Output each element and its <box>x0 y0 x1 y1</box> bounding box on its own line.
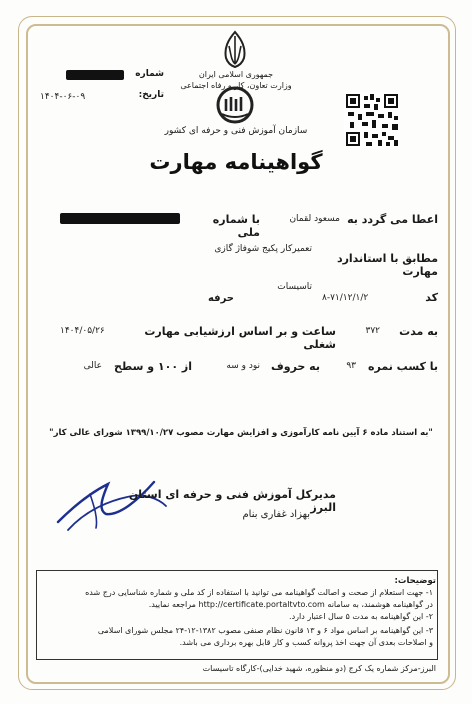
hirfe-label: حرفه <box>207 293 234 304</box>
standard-label: مطابق با استاندارد مهارت <box>336 252 438 278</box>
signatory-name: بهزاد غفاری بنام <box>242 509 310 520</box>
shomareh-label: شماره <box>135 69 164 79</box>
header-line1: جمهوری اسلامی ایران <box>198 70 274 79</box>
evaluation-date: ۱۴۰۴/۰۵/۲۶ <box>60 326 105 336</box>
qr-code-icon <box>344 92 400 148</box>
hours-label: ساعت و بر اساس ارزشیابی مهارت شغلی <box>144 325 336 351</box>
letters-label: به حروف <box>270 360 320 373</box>
notes-heading: توضیحات: <box>394 576 436 586</box>
issuing-center: البرز-مرکز شماره یک کرج (دو منظوره، شهید خدایی)-کارگاه تاسیسات <box>202 664 436 673</box>
note-line: در گواهینامه هوشمند، به سامانه http://certificate.portaltvto.com مراجعه نمایید. <box>148 600 433 609</box>
tvto-logo-icon <box>212 84 258 126</box>
citation: "به استناد ماده ۶ آیین نامه کارآموزی و افزایش مهارت مصوب ۱۳۹۹/۱۰/۲۷ شورای عالی کار" <box>49 428 433 438</box>
standard-value: تعمیرکار پکیج شوفاژ گازی <box>214 244 312 254</box>
score-label: با کسب نمره <box>368 360 438 373</box>
granted-label: اعطا می گردد به <box>347 213 438 226</box>
signatory-title: مدیرکل آموزش فنی و حرفه ای استان البرز <box>128 488 336 514</box>
score-value: ۹۳ <box>346 361 356 371</box>
code-value: ۸-۷۱/۱۲/۱/۲ <box>322 293 369 303</box>
iran-emblem-icon <box>218 30 252 68</box>
org-name: سازمان آموزش فنی و حرفه ای کشور <box>164 126 308 136</box>
redacted-number <box>66 70 124 80</box>
national-id-label: با شماره ملی <box>212 213 260 239</box>
hirfe-value: تاسیسات <box>277 282 312 292</box>
note-line: ۳- این گواهینامه بر اساس مواد ۶ و ۱۳ قانون نظام صنفی مصوب ۱۳۸۲-۱۲-۲۴ مجلس شورای اسلامی <box>97 626 433 635</box>
header-line2: وزارت تعاون، کار و رفاه اجتماعی <box>180 81 292 90</box>
level-value: عالی <box>83 361 102 371</box>
redacted-national-id <box>60 213 180 224</box>
code-label: کد <box>425 291 438 304</box>
note-line: ۱- جهت استعلام از صحت و اصالت گواهینامه می توانید با استفاده از کد ملی و شماره شناسایی درج شده <box>85 588 433 597</box>
tarikh-label: تاریخ: <box>138 90 164 100</box>
duration-label: به مدت <box>399 325 438 338</box>
letters-value: نود و سه <box>226 361 260 371</box>
note-line: و اصلاحات بعدی آن جهت اخذ پروانه کسب و کار قابل بهره برداری می باشد. <box>179 638 433 647</box>
of-label: از ۱۰۰ و سطح <box>113 360 192 373</box>
tarikh-value: ۱۴۰۴-۰۶-۰۹ <box>40 92 86 102</box>
note-line: ۲- این گواهینامه به مدت ۵ سال اعتبار دارد. <box>289 612 433 621</box>
notes-box <box>36 570 438 660</box>
duration-value: ۳۷۲ <box>365 326 380 336</box>
certificate-title: گواهینامه مهارت <box>149 150 323 174</box>
holder-name: مسعود لقمان <box>289 214 340 224</box>
